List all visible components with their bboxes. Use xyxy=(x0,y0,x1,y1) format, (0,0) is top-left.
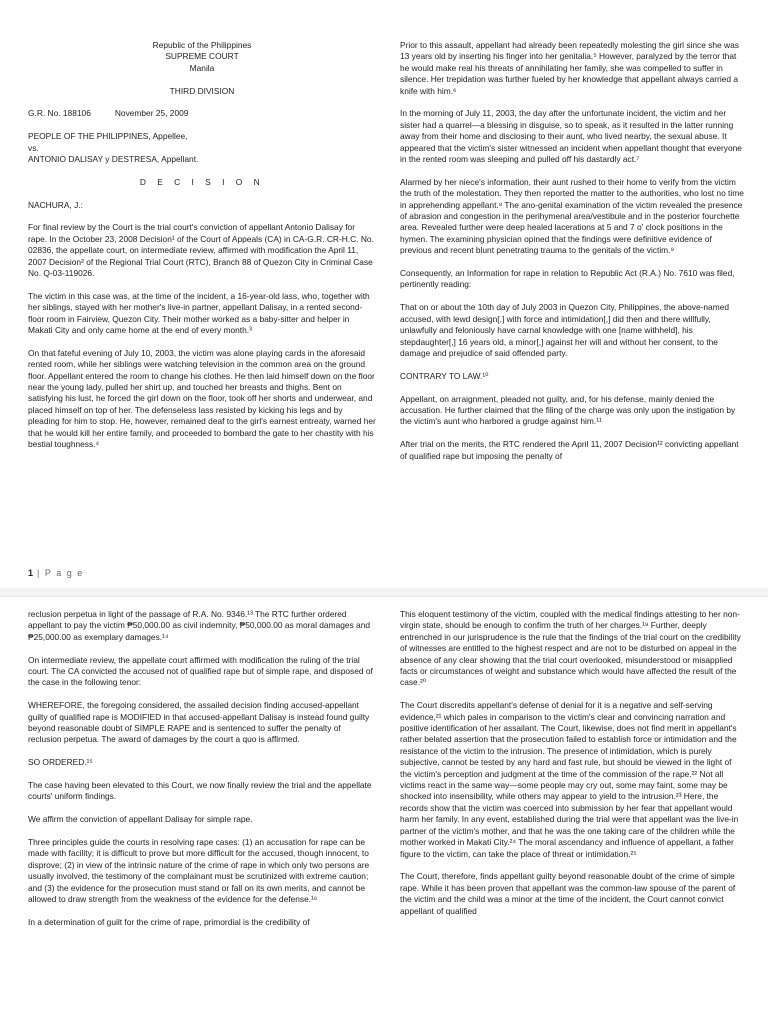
page-label: | P a g e xyxy=(37,568,84,578)
document-page-2 xyxy=(0,596,768,1025)
quoted-dispositive: WHEREFORE, the foregoing considered, the assailed decision finding accused-appellant guilty of qualified rape is MODIFIED in that accused-appellant Dalisay is instead found guilty beyond reasonable doubt of SIMPLE RAPE and is sentenced to suffer the penalty of reclusion perpetua. The award of damages by the court a quo is affirmed. xyxy=(28,700,370,745)
versus: vs. xyxy=(28,142,39,153)
header-line-city: Manila xyxy=(189,62,215,73)
page-number: 1 xyxy=(28,568,34,578)
page-footer xyxy=(28,568,84,578)
case-date: November 25, 2009 xyxy=(114,108,189,119)
paragraph: This eloquent testimony of the victim, coupled with the medical findings attesting to her non-virgin state, should be enough to confirm the truth of her charges.¹⁹ Further, deeply entrenched in our jurisprudence is the rule that the findings of the trial court on the credibility of witnesses are entitled to the highest respect and are not to be disturbed on appeal in the absence of any clear showing that the trial court overlooked, misunderstood or misapplied facts or circumstances of weight and substance which would have affected the result of the case.²⁰ xyxy=(400,609,741,688)
ponente: NACHURA, J.: xyxy=(28,199,83,210)
paragraph: The victim in this case was, at the time of the incident, a 16-year-old lass, who, together with her siblings, stayed with her mother's live-in partner, appellant Dalisay, in a rented second-floor room in Fairview, Quezon City. Their mother worked as a baby-sitter and helper in Makati City and only came home at the end of every month.³ xyxy=(28,290,370,336)
page1-left-column xyxy=(28,40,376,462)
paragraph: In a determination of guilt for the crime of rape, primordial is the credibility of xyxy=(28,916,310,927)
party-appellee: PEOPLE OF THE PHILIPPINES, Appellee, xyxy=(28,131,188,142)
quoted-information: That on or about the 10th day of July 2003 in Quezon City, Philippines, the above-named accused, with lewd design[,] with force and intimidation[,] did then and there willfully, unlawfully and feloniously have carnal knowledge with one [name withheld], his stepdaughter[,] 16 years old, a minor[,] against her will and without her consent, to the damage and prejudice of said offended party. xyxy=(400,302,730,358)
decision-title: D E C I S I O N xyxy=(139,176,265,187)
paragraph: SO ORDERED.¹⁵ xyxy=(28,757,93,768)
header-line-republic: Republic of the Philippines xyxy=(152,40,252,50)
paragraph: After trial on the merits, the RTC rendered the April 11, 2007 Decision¹² convicting appellant of qualified rape but imposing the penalty of xyxy=(400,439,739,461)
party-appellant: ANTONIO DALISAY y DESTRESA, Appellant. xyxy=(28,154,199,165)
paragraph: We affirm the conviction of appellant Dalisay for simple rape. xyxy=(28,814,253,825)
case-line xyxy=(28,108,376,119)
paragraph: The case having been elevated to this Court, we now finally review the trial and the appellate courts' uniform findings. xyxy=(28,780,372,802)
paragraph: Three principles guide the courts in resolving rape cases: (1) an accusation for rape can be made with facility; it is difficult to prove but more difficult for the accused, though innocent, to disprove; (2) in view of the intrinsic nature of the crime of rape in which only two persons are usually involved, the testimony of the complainant must be scrutinized with extreme caution; and (3) the evidence for the prosecution must stand or fall on its own merits, and cannot be allowed to draw strength from the weakness of the evidence for the defense.¹⁶ xyxy=(28,837,370,905)
case-parties xyxy=(28,131,376,165)
paragraph: Prior to this assault, appellant had already been repeatedly molesting the girl since she was 13 years old by inserting his finger into her genitalia.⁵ However, paralyzed by the terror that he would make real his threats of annihilating her family, she was compelled to suffer in silence. Her trepidation was further fueled by her knowledge that appellant always carried a knife with him.⁶ xyxy=(400,40,739,96)
paragraph: CONTRARY TO LAW.¹⁰ xyxy=(400,370,489,381)
paragraph: On that fateful evening of July 10, 2003, the victim was alone playing cards in the aforesaid rented room, while her siblings were watching television in the common area on the ground floor. Appellant entered the room to change his clothes. He then laid himself down on the floor near the young lady, pulled her shirt up, and touched her breasts and thighs. Bent on satisfying his lust, he forced the girl down on the floor, took off her shorts and underwear, and placed himself on top of her. The defenseless lass resisted by kicking his legs and by pleading for him to stop. He, however, remained deaf to the girl's earnest entreaty, warned her that he would kill her entire family, and proceeded to bombard the gate to her chastity with his bestial toughness.⁴ xyxy=(28,347,376,450)
paragraph: The Court discredits appellant's defense of denial for it is a negative and self-serving evidence,²¹ which pales in comparison to the victim's clear and convincing narration and positive identification of her assailant. The Court, likewise, does not find merit in appellant's rather belated assertion that the prosecution failed to establish force or intimidation and the resistance of the victim to the intrusion. The presence of intimidation, which is purely subjective, cannot be tested by any hard and fast rule, but should be viewed in the light of the victim's perception and judgment at the time of the commission of the rape.²² Not all victims react in the same way—some people may cry out, some may faint, some may be shocked into insensibility, while others may appear to yield to the intrusion.²³ Here, the records show that the victim was coerced into submission by her fear that appellant would harm her family. In any event, established during the trial were that appellant was the live-in partner of the victim's mother, and that he was the one taking care of the children while the mother worked in Makati City.²⁴ The moral ascendancy and influence of appellant, a father figure to the victim, can take the place of threat or intimidation.²⁵ xyxy=(400,700,739,859)
page2-left-column xyxy=(28,609,376,940)
court-header xyxy=(28,40,376,74)
paragraph: In the morning of July 11, 2003, the day after the unfortunate incident, the victim and her sister had a quarrel—a blessing in disguise, so to speak, as it resulted in the latter running away from their home and disclosing to their aunt, who lived nearby, the sexual abuse. It appeared that the victim's sister witnessed an incident when appellant thought that everyone in the rented room was sleeping and pulled off his dastardly act.⁷ xyxy=(400,108,742,165)
paragraph: reclusion perpetua in light of the passage of R.A. No. 9346.¹³ The RTC further ordered appellant to pay the victim ₱50,000.00 as civil indemnity, ₱50,000.00 as moral damages and ₱25,000.00 as exemplary damages.¹⁴ xyxy=(28,609,371,642)
paragraph: Alarmed by her niece's information, their aunt rushed to their home to verify from the victim the truth of the molestation. They then reported the matter to the authorities, who lost no time in apprehending appellant.⁸ The ano-genital examination of the victim revealed the presence of abrasion and congestion in the perihymenal area/vestibule and in the posterior fourchette area. Revealed further were deep healed lacerations at 5 and 7 o' clock positions in the hymen. The examining physician opined that the findings were definitive evidence of previous and recent blunt penetrating trauma to the genitals of the victim.⁹ xyxy=(400,176,744,256)
paragraph: For final review by the Court is the trial court's conviction of appellant Antonio Dalisay for rape. In the October 23, 2008 Decision¹ of the Court of Appeals (CA) in CA-G.R. CR-H.C. No. 02836, the appellate court, on intermediate review, affirmed with modification the April 11, 2007 Decision² of the Regional Trial Court (RTC), Branch 88 of Quezon City in Criminal Case No. Q-03-119026. xyxy=(28,222,374,279)
page1-right-column xyxy=(400,40,745,473)
paragraph: Consequently, an Information for rape in relation to Republic Act (R.A.) No. 7610 was filed, pertinently reading: xyxy=(400,268,735,290)
header-line-court: SUPREME COURT xyxy=(165,51,239,62)
division-title: THIRD DIVISION xyxy=(169,85,235,96)
page2-right-column xyxy=(400,609,745,928)
case-number: G.R. No. 188106 xyxy=(28,108,91,119)
page-separator xyxy=(0,588,768,596)
paragraph: The Court, therefore, finds appellant guilty beyond reasonable doubt of the crime of simple rape. While it has been proven that appellant was the common-law spouse of the parent of the victim and the child was a minor at the time of the incident, the Court cannot convict appellant of qualified xyxy=(400,871,736,916)
paragraph: Appellant, on arraignment, pleaded not guilty, and, for his defense, mainly denied the accusation. He further claimed that the filing of the charge was only upon the instigation by the victim's aunt who harbored a grudge against him.¹¹ xyxy=(400,393,736,427)
paragraph: On intermediate review, the appellate court affirmed with modification the ruling of the trial court. The CA convicted the accused not of qualified rape but of simple rape, and disposed of the case in the following tenor: xyxy=(28,654,373,688)
